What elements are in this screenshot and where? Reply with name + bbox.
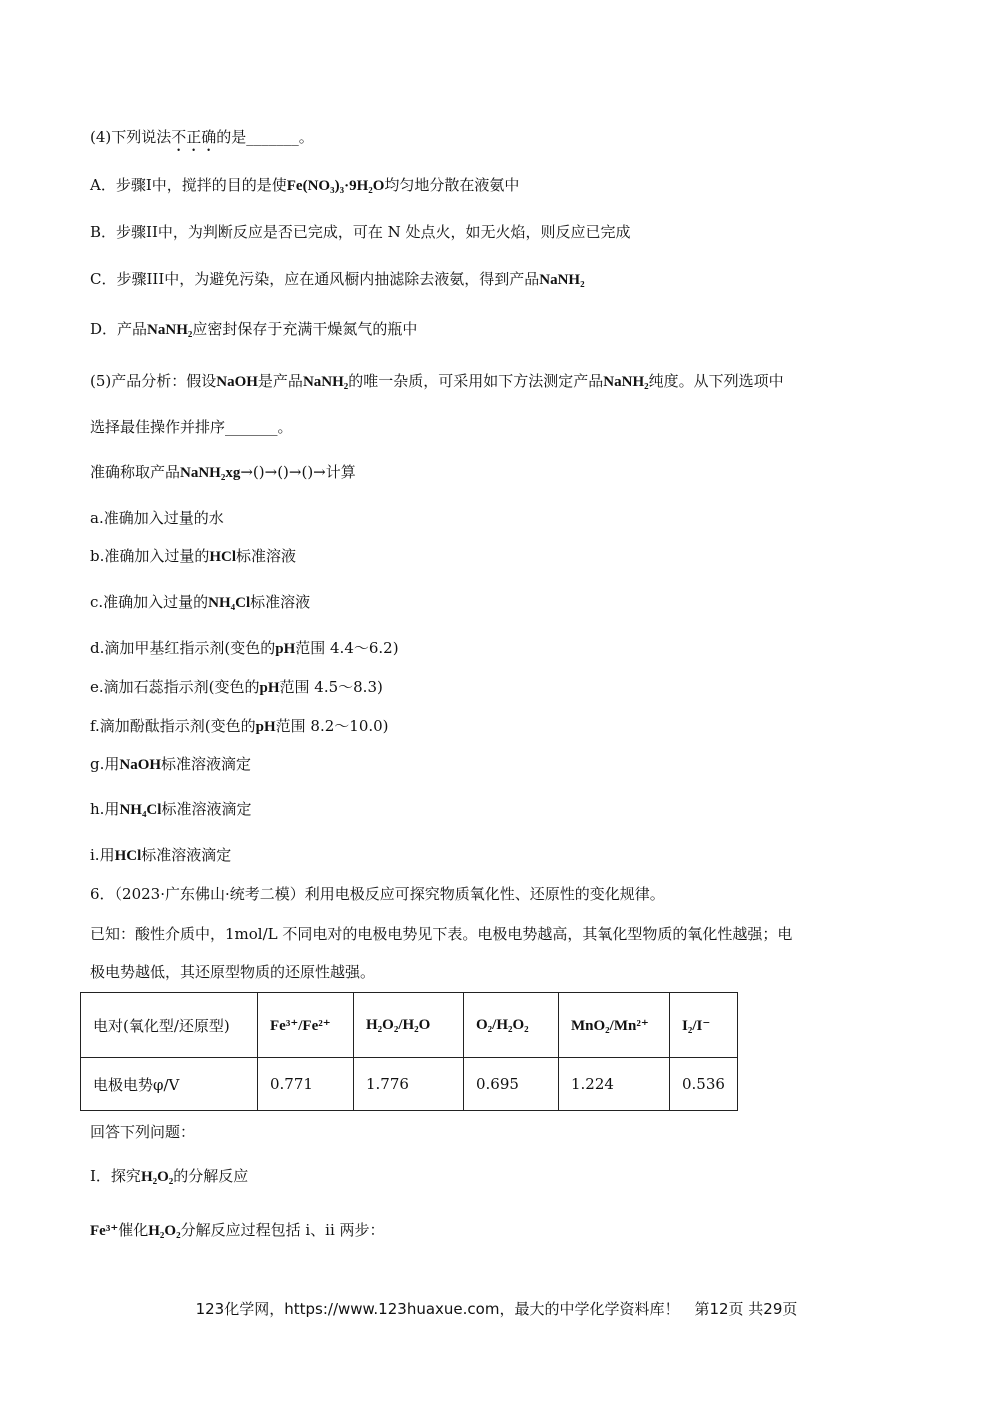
q5-c-text: c.准确加入过量的 — [90, 593, 209, 611]
table-row — [81, 1058, 738, 1111]
q5-c-text-end: 标准溶液 — [250, 593, 311, 611]
q5-line2-text: 选择最佳操作并排序_______。 — [90, 418, 293, 436]
q5-option-e — [90, 676, 383, 697]
q6-catalysis — [90, 1219, 385, 1240]
q6-cat-text-end: 分解反应过程包括 i、ii 两步： — [180, 1221, 385, 1239]
table-header-cell: H₂O₂/H₂O — [354, 993, 464, 1058]
q5-h-text-end: 标准溶液滴定 — [161, 800, 252, 818]
q5-d-text-end: 范围 4.4～6.2) — [295, 639, 399, 657]
q6-known-text-2: 极电势越低，其还原型物质的还原性越强。 — [90, 963, 376, 981]
q6-part1 — [90, 1165, 248, 1186]
table-cell: 0.536 — [670, 1058, 738, 1111]
q6-cat-formula-2: H₂O₂ — [148, 1223, 181, 1239]
q4-d-formula: NaNH₂ — [147, 322, 193, 338]
q5-i-text-end: 标准溶液滴定 — [141, 846, 232, 864]
q5-option-h — [90, 798, 251, 819]
q4-d-text: D．产品 — [90, 320, 148, 338]
q6-known-line1 — [90, 923, 792, 944]
q5-text-4: 纯度。从下列选项中 — [648, 372, 784, 390]
q5-option-i — [90, 844, 231, 865]
q6-cat-text: 催化 — [118, 1221, 149, 1239]
q4-a-formula: Fe(NO₃)₃·9H₂O — [286, 178, 385, 194]
q6-cat-formula-1: Fe³⁺ — [90, 1223, 119, 1239]
q5-flow-arrows: →()→()→()→ — [240, 463, 326, 481]
q5-option-f — [90, 715, 389, 736]
q5-f-text-end: 范围 8.2～10.0) — [275, 717, 389, 735]
table-header-row — [81, 993, 738, 1058]
q5-e-text-end: 范围 4.5～8.3) — [279, 678, 383, 696]
table-header-cell: 电对(氧化型/还原型) — [81, 993, 258, 1058]
q5-f-text: f.滴加酚酞指示剂(变色的 — [90, 717, 256, 735]
q5-e-formula: pH — [259, 680, 280, 696]
q5-i-formula: HCl — [114, 848, 142, 864]
q5-g-formula: NaOH — [119, 757, 162, 773]
table-cell: 1.224 — [559, 1058, 670, 1111]
q4-option-a — [90, 174, 519, 195]
q6-part1-formula: H₂O₂ — [140, 1169, 174, 1185]
q5-stem-line1 — [90, 370, 784, 391]
q4-c-formula: NaNH₂ — [539, 272, 585, 288]
q4-stem-emphasis: 不正确 — [171, 128, 217, 146]
q4-b-text: B．步骤II中，为判断反应是否已完成，可在 N 处点火，如无火焰，则反应已完成 — [90, 223, 631, 241]
q5-d-text: d.滴加甲基红指示剂(变色的 — [90, 639, 276, 657]
q6-known-text-1: 已知：酸性介质中，1mol/L 不同电对的电极电势见下表。电极电势越高，其氧化型物质的氧化性越强；电 — [90, 925, 793, 943]
q4-a-text: A．步骤I中，搅拌的目的是使 — [90, 176, 287, 194]
q4-stem-suffix: 的是_______。 — [216, 128, 314, 146]
q4-option-d — [90, 318, 417, 339]
table-cell: 1.776 — [354, 1058, 464, 1111]
q4-stem — [90, 126, 314, 155]
q4-option-c — [90, 268, 585, 289]
table-header-cell: Fe³⁺/Fe²⁺ — [258, 993, 354, 1058]
table-header-cell: MnO₂/Mn²⁺ — [559, 993, 670, 1058]
q6-title-text: 6．（2023·广东佛山·统考二模）利用电极反应可探究物质氧化性、还原性的变化规律。 — [90, 885, 665, 903]
q6-known-line2 — [90, 961, 375, 982]
q5-g-text-end: 标准溶液滴定 — [161, 755, 252, 773]
q5-stem-line2 — [90, 416, 293, 437]
q5-e-text: e.滴加石蕊指示剂(变色的 — [90, 678, 260, 696]
q5-d-formula: pH — [275, 641, 296, 657]
q5-option-g — [90, 753, 251, 774]
q6-answer-prompt — [90, 1121, 195, 1142]
q5-h-formula: NH₄Cl — [119, 802, 162, 818]
q5-h-text: h.用 — [90, 800, 120, 818]
table-header-cell: I₂/I⁻ — [670, 993, 738, 1058]
q5-text-3: 的唯一杂质，可采用如下方法测定产品 — [348, 372, 604, 390]
q5-c-formula: NH₄Cl — [208, 595, 251, 611]
q5-b-text-end: 标准溶液 — [236, 547, 297, 565]
q5-text-1: (5)产品分析：假设 — [90, 372, 217, 390]
q4-c-text: C．步骤III中，为避免污染，应在通风橱内抽滤除去液氨，得到产品 — [90, 270, 540, 288]
q6-part1-text-end: 的分解反应 — [173, 1167, 249, 1185]
q5-i-text: i.用 — [90, 846, 115, 864]
q6-title — [90, 883, 665, 904]
q5-option-a — [90, 507, 224, 528]
electrode-potential-table — [80, 992, 738, 1111]
q5-option-b — [90, 545, 296, 566]
q5-option-c — [90, 591, 310, 612]
q4-a-text-end: 均匀地分散在液氨中 — [384, 176, 520, 194]
q5-formula-1: NaOH — [216, 374, 258, 390]
q6-part1-text: I．探究 — [90, 1167, 141, 1185]
table-cell: 0.771 — [258, 1058, 354, 1111]
q5-flow-formula: NaNH₂xg — [180, 465, 241, 481]
page-footer: 123化学网，https://www.123huaxue.com，最大的中学化学资料库！ 第12页 共29页 — [195, 1300, 798, 1318]
q4-stem-prefix: (4)下列说法 — [90, 128, 172, 146]
q6-answer-text: 回答下列问题： — [90, 1123, 196, 1141]
q5-b-text: b.准确加入过量的 — [90, 547, 210, 565]
q5-g-text: g.用 — [90, 755, 120, 773]
q5-flow — [90, 461, 356, 482]
table-header-cell: O₂/H₂O₂ — [464, 993, 559, 1058]
q5-formula-3: NaNH₂ — [603, 374, 649, 390]
q4-d-text-end: 应密封保存于充满干燥氮气的瓶中 — [192, 320, 418, 338]
q5-formula-2: NaNH₂ — [302, 374, 349, 390]
q5-a-text: a.准确加入过量的水 — [90, 509, 224, 527]
q5-option-d — [90, 637, 399, 658]
q4-option-b — [90, 221, 631, 242]
q5-f-formula: pH — [255, 719, 276, 735]
table-row-label: 电极电势φ/V — [81, 1058, 258, 1111]
q5-text-2: 是产品 — [257, 372, 303, 390]
table-cell: 0.695 — [464, 1058, 559, 1111]
q5-b-formula: HCl — [209, 549, 237, 565]
q5-flow-text: 准确称取产品 — [90, 463, 181, 481]
q5-flow-end: 计算 — [325, 463, 356, 481]
